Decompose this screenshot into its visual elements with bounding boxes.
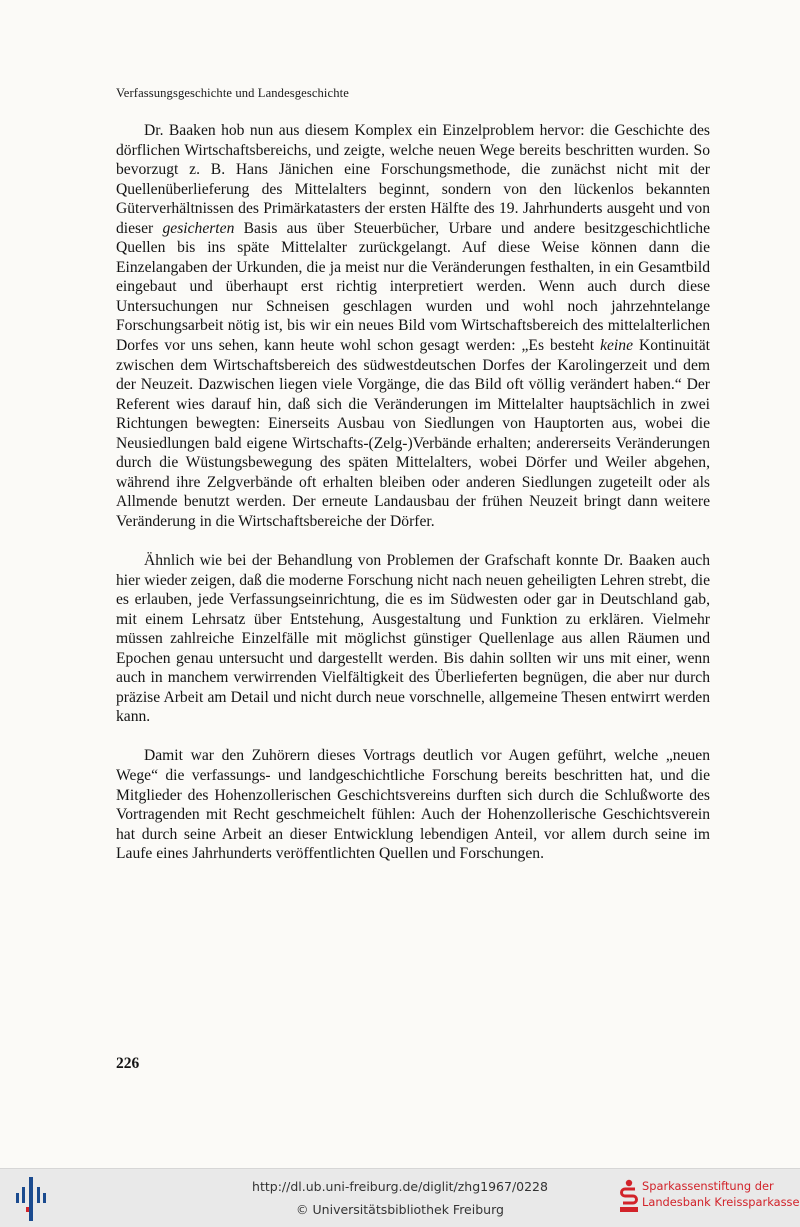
emphasis-keine: keine bbox=[600, 337, 633, 355]
sponsor-name-line-2: Landesbank Kreissparkasse bbox=[642, 1195, 800, 1209]
paragraph-2: Ähnlich wie bei der Behandlung von Problemen der Grafschaft konnte Dr. Baaken auch hier wieder zeigen, daß die moderne Forschung nicht nach neuen geheiligten Lehren strebt, die es erlauben, jede Verfassungseinrichtung, die es im Südwesten oder gar in Deutschland gab, mit einem Lehrsatz über Entstehung, Ausgestaltung und Funktion zu erklären. Vielmehr müssen zahlreiche Einzelfälle mit möglichst günstiger Quellenlage aus allen Räumen und Epochen genau untersucht und dargestellt werden. Bis dahin sollten wir uns mit einer, wenn auch in manchem verwirrenden Vielfältigkeit des Überlieferten begnügen, die aber nur durch präzise Arbeit am Detail und nicht durch neue vorschnelle, allgemeine Thesen entwirrt werden kann. bbox=[116, 551, 710, 726]
viewer-footer bbox=[0, 1168, 800, 1227]
copyright-notice: © Universitätsbibliothek Freiburg bbox=[296, 1202, 504, 1217]
sponsor-logo[interactable] bbox=[620, 1177, 800, 1221]
paragraph-1-text-c: Kontinuität zwischen dem Wirtschaftsbereich des südwestdeutschen Dorfes der Karolingerzeit und dem der Neuzeit. Dazwischen liegen viele Vorgänge, die das Bild oft völlig verändert haben.“ Der Referent wies darauf hin, daß sich die Veränderungen im Mittelalter hauptsächlich in zwei Richtungen bewegten: Einerseits Ausbau von Siedlungen von Hauptorten aus, wobei die Neusiedlungen bald eigene Wirtschafts-(Zelg-)Verbände erhalten; andererseits Veränderungen durch die Wüstungsbewegung des späten Mittelalters, wobei Dörfer und Weiler abgehen, während ihre Zelgverbände oft erhalten bleiben oder anderen Siedlungen zugeteilt oder als Allmende benutzt werden. Der erneute Landausbau der frühen Neuzeit bringt dann weitere Veränderung in die Wirtschaftsbereiche der Dörfer. bbox=[116, 337, 710, 530]
paragraph-1 bbox=[116, 121, 710, 531]
permalink-url[interactable]: http://dl.ub.uni-freiburg.de/diglit/zhg1967/0228 bbox=[252, 1179, 548, 1194]
paragraph-1-text-a: Dr. Baaken hob nun aus diesem Komplex ein Einzelproblem hervor: die Geschichte des dörflichen Wirtschaftsbereichs, und zeigte, welche neuen Wege bereits beschritten wurden. So bevorzugt z. B. Hans Jänichen eine Forschungsmethode, die zunächst nicht mit der Quellenüberlieferung des Mittelalters beginnt, sondern von den lückenlos bekannten Güterverhältnissen des Primärkatasters der ersten Hälfte des 19. Jahrhunderts ausgeht und von dieser bbox=[116, 122, 710, 237]
sparkasse-s-icon bbox=[620, 1179, 638, 1213]
ub-freiburg-logo-icon[interactable] bbox=[12, 1177, 48, 1221]
page-number: 226 bbox=[116, 1055, 140, 1072]
emphasis-gesicherten: gesicherten bbox=[162, 219, 235, 237]
paragraph-1-text-b: Basis aus über Steuerbücher, Urbare und andere besitzgeschichtliche Quellen bis ins späte Mittelalter zurückgelangt. Auf diese Weise können dann die Einzelangaben der Urkunden, die ja meist nur die Veränderungen festhalten, in ein Gesamtbild eingebaut und überhaupt erst richtig interpretiert werden. Wenn auch durch diese Untersuchungen nur Schneisen geschlagen wurden und wohl noch jahrzehntelange Forschungsarbeit nötig ist, bis wir ein neues Bild vom Wirtschaftsbereich des mittelalterlichen Dorfes vor uns sehen, kann heute wohl schon gesagt werden: „Es besteht bbox=[116, 219, 710, 355]
running-head: Verfassungsgeschichte und Landesgeschichte bbox=[116, 86, 349, 100]
paragraph-3: Damit war den Zuhörern dieses Vortrags deutlich vor Augen geführt, welche „neuen Wege“ die verfassungs- und landgeschichtliche Forschung bereits beschritten hat, und die Mitglieder des Hohenzollerischen Geschichtsvereins durften sich durch die Schlußworte des Vortragenden mit Recht geschmeichelt fühlen: Auch der Hohenzollerische Geschichtsverein hat durch seine Arbeit an dieser Entwicklung lebendigen Anteil, vor allem durch seine im Laufe eines Jahrhunderts veröffentlichten Quellen und Forschungen. bbox=[116, 747, 710, 863]
body-text bbox=[116, 121, 710, 864]
sponsor-name-line-1: Sparkassenstiftung der bbox=[642, 1179, 774, 1193]
